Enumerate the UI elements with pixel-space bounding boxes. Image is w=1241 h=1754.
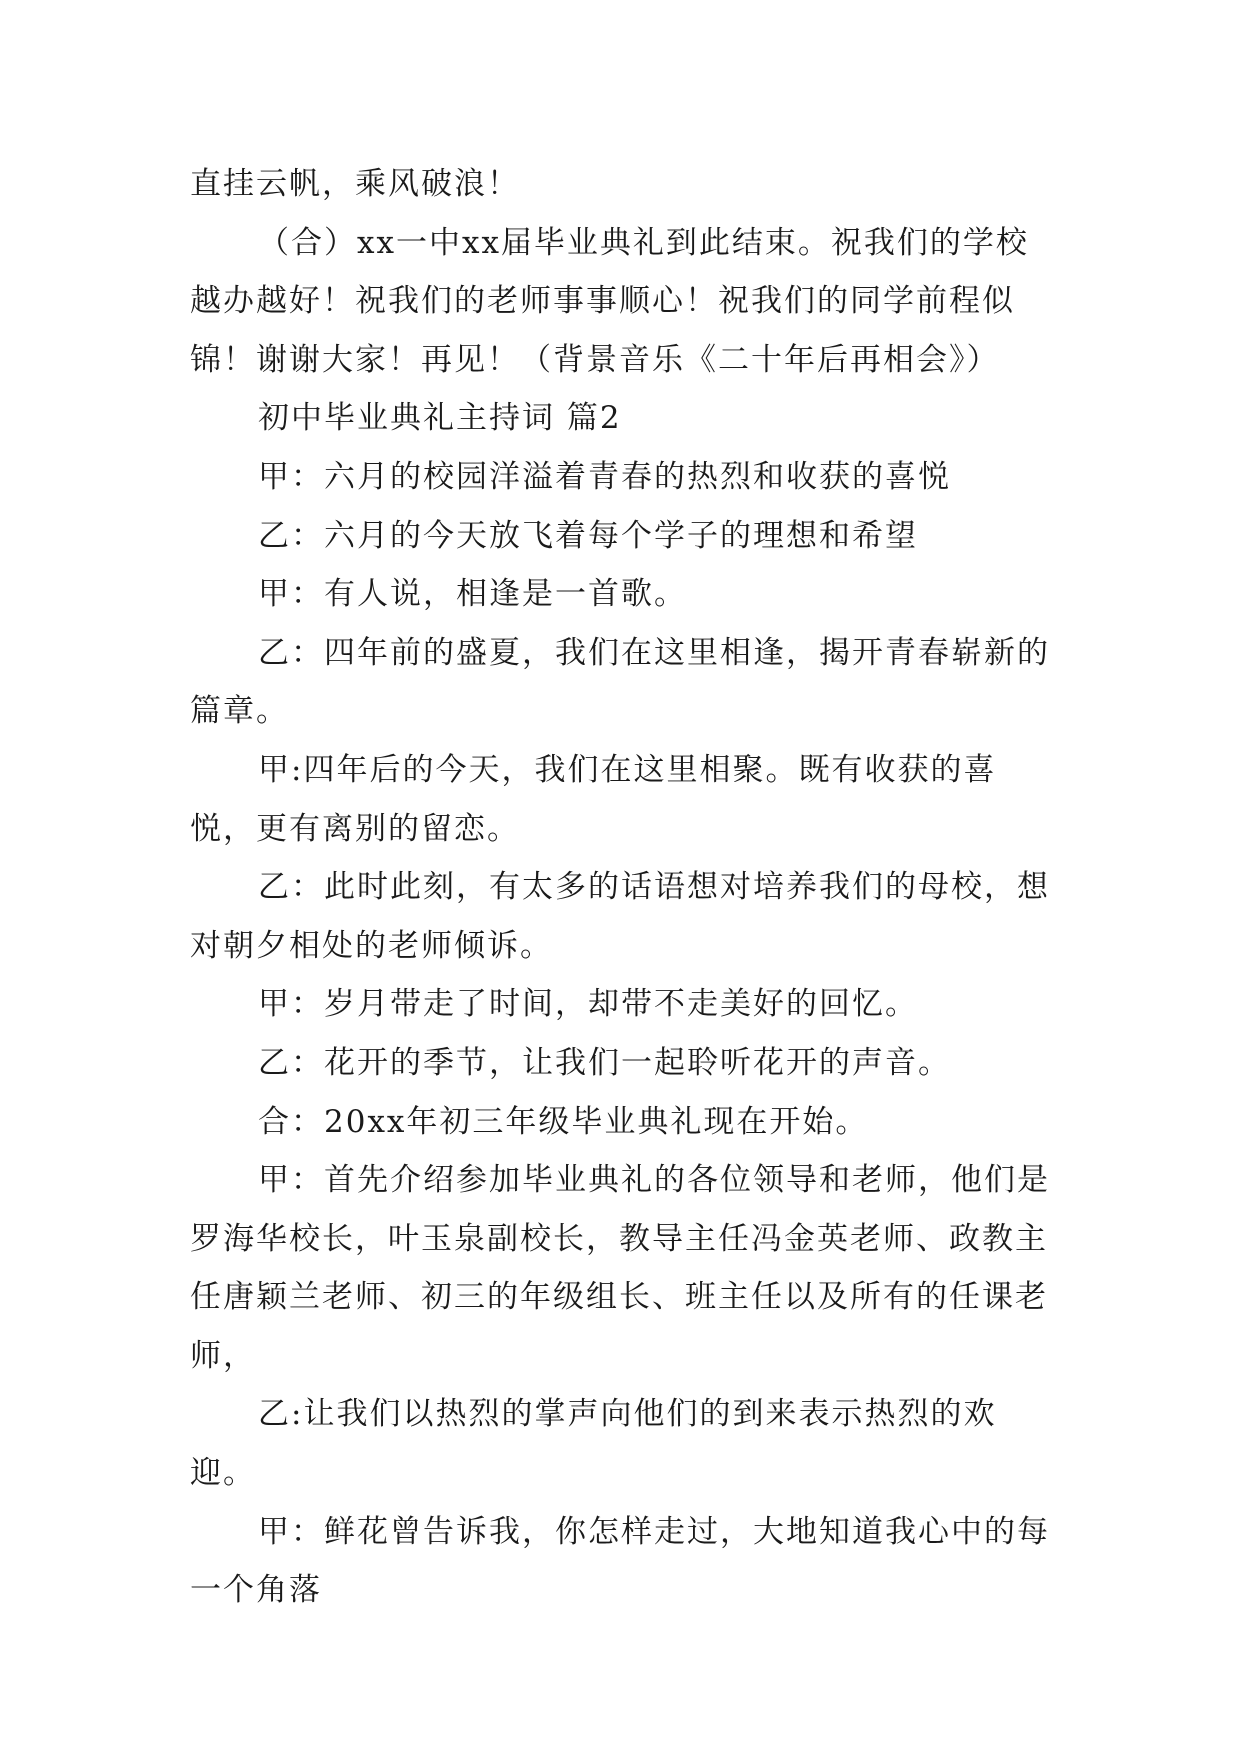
paragraph: 乙:让我们以热烈的掌声向他们的到来表示热烈的欢迎。 [190, 1396, 997, 1492]
paragraph: （合）xx一中xx届毕业典礼到此结束。祝我们的学校越办越好！祝我们的老师事事顺心！祝我们的同学前程似锦！谢谢大家！再见！（背景音乐《二十年后再相会》） [190, 224, 1029, 378]
section-heading: 初中毕业典礼主持词 篇2 [258, 400, 622, 437]
paragraph: 甲：六月的校园洋溢着青春的热烈和收获的喜悦 [258, 458, 951, 495]
paragraph: 甲：鲜花曾告诉我，你怎样走过，大地知道我心中的每一个角落 [190, 1513, 1050, 1609]
paragraph: 乙：花开的季节，让我们一起聆听花开的声音。 [258, 1044, 951, 1081]
paragraph: 乙：六月的今天放飞着每个学子的理想和希望 [258, 517, 918, 554]
paragraph: 直挂云帆，乘风破浪！ [190, 166, 520, 202]
paragraph: 甲:四年后的今天，我们在这里相聚。既有收获的喜悦，更有离别的留恋。 [190, 751, 997, 847]
paragraph: 甲：岁月带走了时间，却带不走美好的回忆。 [258, 986, 918, 1023]
paragraph: 乙：此时此刻，有太多的话语想对培养我们的母校，想对朝夕相处的老师倾诉。 [190, 869, 1050, 964]
paragraph: 乙：四年前的盛夏，我们在这里相逢，揭开青春崭新的篇章。 [190, 634, 1050, 730]
paragraph: 甲：有人说，相逢是一首歌。 [258, 576, 687, 613]
paragraph: 甲：首先介绍参加毕业典礼的各位领导和老师，他们是罗海华校长，叶玉泉副校长，教导主任冯金英老师、政教主任唐颖兰老师、初三的年级组长、班主任以及所有的任课老师， [190, 1162, 1050, 1374]
paragraph: 合：20xx年初三年级毕业典礼现在开始。 [258, 1103, 869, 1140]
document-body [190, 155, 1060, 1620]
